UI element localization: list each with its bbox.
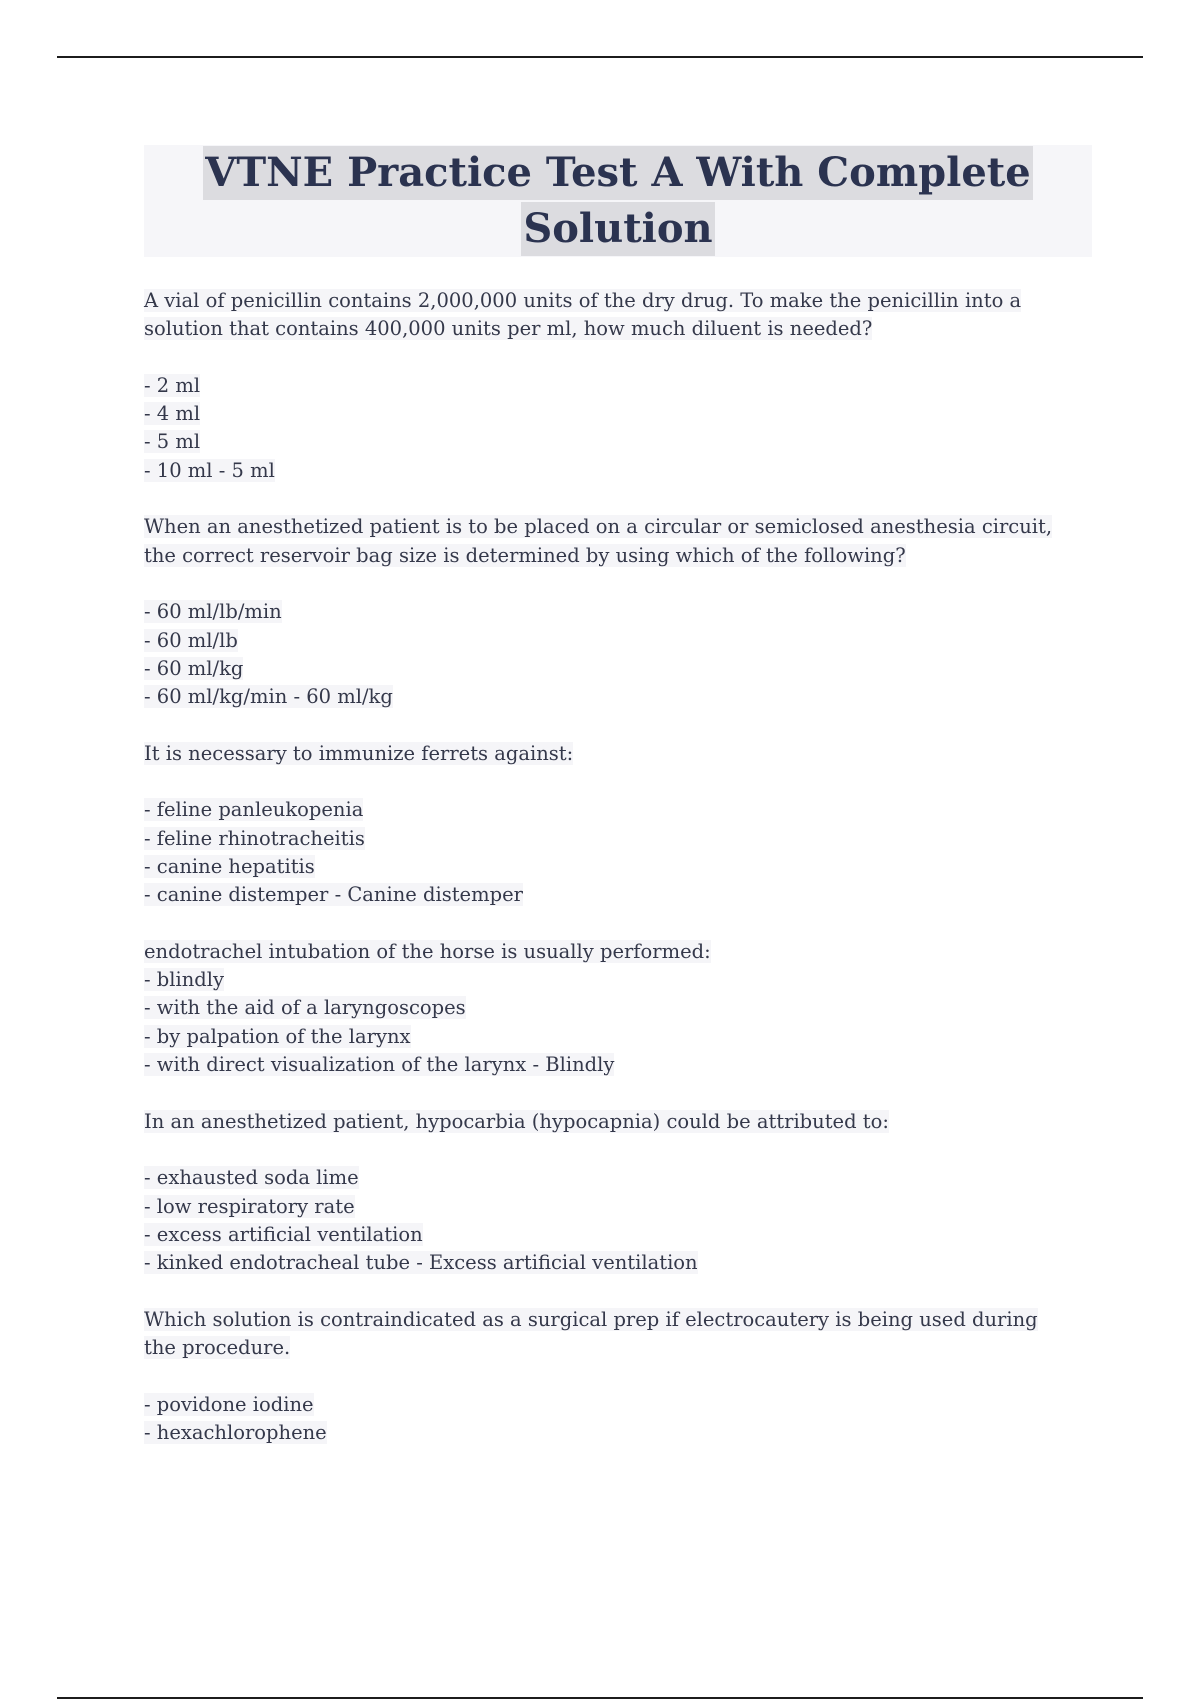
question-text: When an anesthetized patient is to be placed on a circular or semiclosed anesthesia circuit, — [144, 515, 1053, 539]
question-text: In an anesthetized patient, hypocarbia (hypocapnia) could be attributed to: — [144, 1109, 889, 1133]
answer-option: - kinked endotracheal tube - Excess artificial ventilation — [144, 1251, 698, 1275]
question-1 — [144, 287, 1094, 513]
answer-option: - exhausted soda lime — [144, 1166, 359, 1190]
answer-option: - povidone iodine — [144, 1392, 314, 1416]
question-4 — [144, 938, 1094, 1108]
title-line-1: VTNE Practice Test A With Complete — [203, 146, 1032, 200]
question-text: A vial of penicillin contains 2,000,000 units of the dry drug. To make the penicillin into a — [144, 289, 1022, 312]
answer-option: - 10 ml - 5 ml — [144, 458, 275, 482]
answer-option: - with direct visualization of the larynx - Blindly — [144, 1053, 615, 1077]
answer-option: - low respiratory rate — [144, 1194, 355, 1218]
answer-option: - by palpation of the larynx — [144, 1024, 411, 1048]
answer-option: - canine distemper - Canine distemper — [144, 883, 523, 907]
answer-option: - with the aid of a laryngoscopes — [144, 996, 466, 1020]
answer-option: - 2 ml — [144, 373, 201, 397]
answer-option: - feline rhinotracheitis — [144, 826, 365, 850]
answer-option: - excess artificial ventilation — [144, 1222, 423, 1246]
answer-option: - 60 ml/kg — [144, 656, 244, 680]
question-3 — [144, 740, 1094, 938]
document-body — [144, 287, 1094, 1447]
document-title — [144, 145, 1092, 257]
answer-option: - 60 ml/lb/min — [144, 600, 282, 624]
question-text: solution that contains 400,000 units per ml, how much diluent is needed? — [144, 317, 873, 341]
answer-option: - hexachlorophene — [144, 1420, 327, 1444]
question-text: the correct reservoir bag size is determined by using which of the following? — [144, 543, 906, 567]
question-text: Which solution is contraindicated as a surgical prep if electrocautery is being used during — [144, 1307, 1038, 1331]
question-6 — [144, 1306, 1094, 1447]
question-2 — [144, 513, 1094, 739]
answer-option: - 60 ml/lb — [144, 628, 238, 652]
answer-option: - blindly — [144, 968, 225, 992]
question-5 — [144, 1108, 1094, 1306]
answer-option: - canine hepatitis — [144, 854, 315, 878]
answer-option: - 60 ml/kg/min - 60 ml/kg — [144, 685, 393, 709]
answer-option: - 5 ml — [144, 430, 201, 454]
answer-option: - feline panleukopenia — [144, 798, 364, 822]
question-text: endotrachel intubation of the horse is usually performed: — [144, 939, 711, 963]
title-line-2: Solution — [521, 202, 714, 256]
footer-rule — [57, 1697, 1143, 1699]
header-rule — [57, 56, 1143, 58]
question-text: It is necessary to immunize ferrets against: — [144, 741, 574, 765]
answer-option: - 4 ml — [144, 402, 201, 426]
question-text: the procedure. — [144, 1335, 291, 1359]
